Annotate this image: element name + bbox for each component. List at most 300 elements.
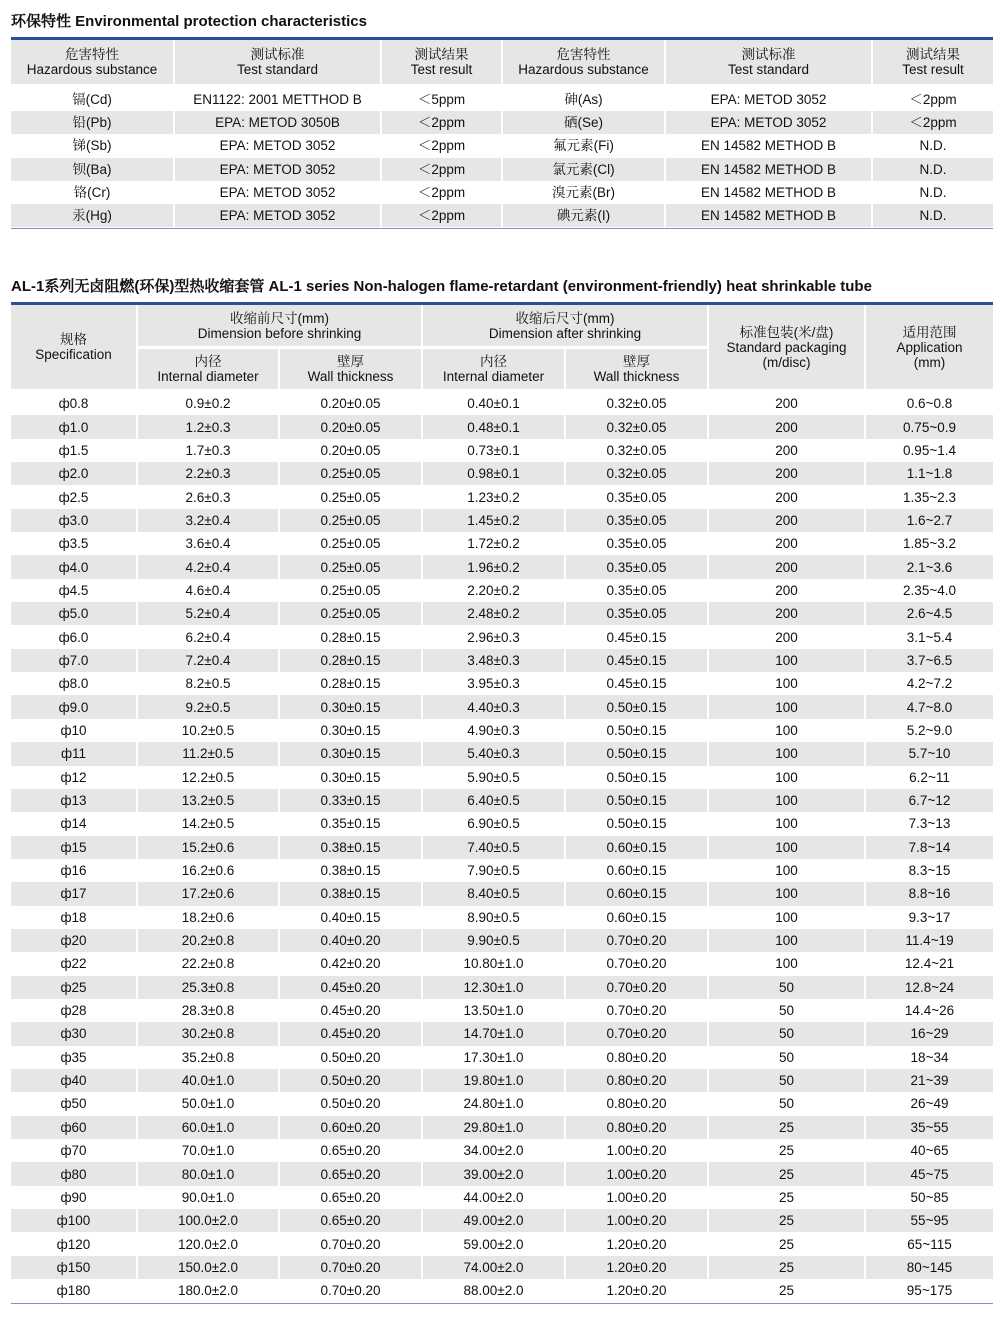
spec-cell: 49.00±2.0 xyxy=(422,1209,565,1232)
spec-cell: ф16 xyxy=(60,863,87,879)
spec-cell: 4.2~7.2 xyxy=(865,672,993,695)
spec-cell: 5.7~10 xyxy=(865,742,993,765)
spec-table xyxy=(11,305,993,1302)
spec-cell: 2.20±0.2 xyxy=(422,579,565,602)
spec-cell: 16.2±0.6 xyxy=(137,859,279,882)
spec-cell: 0.50±0.20 xyxy=(279,1046,422,1069)
spec-table-row xyxy=(11,625,993,648)
spec-cell: 4.40±0.3 xyxy=(422,695,565,718)
spec-cell: ф4.0 xyxy=(11,555,137,578)
spec-table-row xyxy=(11,906,993,929)
env-col-header: 测试结果 Test result xyxy=(872,40,993,86)
env-cell: ＜2ppm xyxy=(381,181,502,204)
spec-cell: 6.2±0.4 xyxy=(137,625,279,648)
spec-cell: ф100 xyxy=(11,1209,137,1232)
env-cell: EPA: METOD 3052 xyxy=(174,158,381,181)
spec-cell: 0.28±0.15 xyxy=(279,625,422,648)
spec-cell: 7.40±0.5 xyxy=(422,836,565,859)
spec-cell: 25 xyxy=(708,1256,865,1279)
env-cell: 钡(Ba) xyxy=(11,158,174,181)
spec-cell: 0.32±0.05 xyxy=(565,391,708,416)
env-col-header: 测试标准 Test standard xyxy=(174,40,381,86)
env-cell: 氯元素(Cl) xyxy=(502,158,665,181)
spec-cell: 0.70±0.20 xyxy=(565,929,708,952)
spec-cell: 0.70±0.20 xyxy=(279,1232,422,1255)
spec-cell: 60.0±1.0 xyxy=(137,1116,279,1139)
spec-cell: ф3.0 xyxy=(11,509,137,532)
spec-cell: 19.80±1.0 xyxy=(422,1069,565,1092)
spec-cell: 0.9±0.2 xyxy=(137,391,279,416)
spec-cell: ф120 xyxy=(56,1236,91,1252)
spec-cell: 0.25±0.05 xyxy=(279,555,422,578)
spec-table-row xyxy=(11,602,993,625)
spec-cell: ф70 xyxy=(60,1143,87,1159)
spec-table-row xyxy=(11,789,993,812)
spec-cell: 100 xyxy=(708,836,865,859)
spec-cell: 0.25±0.05 xyxy=(279,485,422,508)
spec-cell: 0.65±0.20 xyxy=(279,1139,422,1162)
spec-cell: 1.7±0.3 xyxy=(137,439,279,462)
spec-cell: 0.45±0.15 xyxy=(565,625,708,648)
spec-cell: 1.20±0.20 xyxy=(565,1232,708,1255)
spec-cell: 200 xyxy=(708,462,865,485)
env-header-row xyxy=(11,40,993,86)
spec-cell: 0.50±0.15 xyxy=(565,719,708,742)
spec-cell: ф5.0 xyxy=(11,602,137,625)
spec-cell: 29.80±1.0 xyxy=(422,1116,565,1139)
spec-cell: 1.20±0.20 xyxy=(565,1279,708,1302)
env-cell: N.D. xyxy=(872,181,993,204)
spec-table-row xyxy=(11,1139,993,1162)
env-cell: EPA: METOD 3052 xyxy=(665,86,872,111)
spec-col-packaging: 标准包装(米/盘) Standard packaging (m/disc) xyxy=(708,305,865,391)
spec-cell: ф180 xyxy=(56,1283,91,1299)
spec-cell: 8.40±0.5 xyxy=(422,882,565,905)
spec-cell: 0.20±0.05 xyxy=(279,439,422,462)
spec-cell: 7.90±0.5 xyxy=(422,859,565,882)
spec-cell: 17.2±0.6 xyxy=(137,882,279,905)
spec-col-after-inner: 内径 Internal diameter xyxy=(422,348,565,391)
spec-cell: 30.2±0.8 xyxy=(137,1022,279,1045)
spec-cell: 18.2±0.6 xyxy=(137,906,279,929)
env-cell: ＜5ppm xyxy=(381,86,502,111)
spec-cell: ф28 xyxy=(60,1003,87,1019)
spec-cell: ф4.5 xyxy=(58,582,89,598)
spec-cell: 80~145 xyxy=(865,1256,993,1279)
env-cell: ＜2ppm xyxy=(381,204,502,227)
spec-cell: ф11 xyxy=(11,742,137,765)
spec-cell: 35.2±0.8 xyxy=(137,1046,279,1069)
spec-cell: 15.2±0.6 xyxy=(137,836,279,859)
env-cell: EPA: METOD 3052 xyxy=(665,111,872,134)
spec-cell: 25 xyxy=(708,1116,865,1139)
env-cell: 砷(As) xyxy=(502,86,665,111)
spec-table-row xyxy=(11,882,993,905)
spec-table-row xyxy=(11,509,993,532)
spec-cell: 7.8~14 xyxy=(865,836,993,859)
spec-cell: 100.0±2.0 xyxy=(137,1209,279,1232)
spec-cell: 200 xyxy=(708,555,865,578)
spec-table-row xyxy=(11,672,993,695)
spec-cell: 0.60±0.15 xyxy=(565,906,708,929)
spec-cell: 21~39 xyxy=(865,1069,993,1092)
spec-cell: 0.50±0.15 xyxy=(565,789,708,812)
spec-cell: 16~29 xyxy=(865,1022,993,1045)
spec-cell: 25 xyxy=(708,1162,865,1185)
env-cell: 碘元素(I) xyxy=(502,204,665,227)
spec-cell: 0.73±0.1 xyxy=(422,439,565,462)
spec-cell: 200 xyxy=(708,532,865,555)
spec-cell: 4.6±0.4 xyxy=(137,579,279,602)
spec-cell: ф7.0 xyxy=(11,649,137,672)
spec-cell: 0.80±0.20 xyxy=(565,1046,708,1069)
spec-cell: 18~34 xyxy=(865,1046,993,1069)
spec-cell: 0.30±0.15 xyxy=(279,719,422,742)
spec-cell: 3.6±0.4 xyxy=(137,532,279,555)
spec-cell: 7.2±0.4 xyxy=(137,649,279,672)
spec-cell: 0.28±0.15 xyxy=(279,672,422,695)
spec-cell: 0.32±0.05 xyxy=(565,439,708,462)
spec-cell: 1.72±0.2 xyxy=(422,532,565,555)
spec-table-row xyxy=(11,719,993,742)
spec-cell: 9.2±0.5 xyxy=(137,695,279,718)
spec-cell: 0.25±0.05 xyxy=(279,462,422,485)
spec-cell: 0.70±0.20 xyxy=(565,1022,708,1045)
spec-cell: 100 xyxy=(708,742,865,765)
spec-cell: 1.45±0.2 xyxy=(422,509,565,532)
spec-cell: 1.00±0.20 xyxy=(565,1162,708,1185)
spec-cell: 0.80±0.20 xyxy=(565,1116,708,1139)
spec-cell: 11.2±0.5 xyxy=(137,742,279,765)
spec-col-after-wall: 壁厚 Wall thickness xyxy=(565,348,708,391)
spec-cell: 100 xyxy=(708,952,865,975)
env-bottom-rule xyxy=(11,228,993,229)
spec-table-row xyxy=(11,766,993,789)
spec-cell: 1.85~3.2 xyxy=(865,532,993,555)
spec-table-row xyxy=(11,485,993,508)
spec-cell: 0.45±0.15 xyxy=(565,672,708,695)
spec-header-row-1 xyxy=(11,305,993,348)
spec-cell: ф60 xyxy=(11,1116,137,1139)
spec-cell: ф1.5 xyxy=(58,442,89,458)
spec-cell: 0.33±0.15 xyxy=(279,789,422,812)
spec-cell: 0.35±0.15 xyxy=(279,812,422,835)
spec-cell: 100 xyxy=(708,789,865,812)
spec-cell: 100 xyxy=(708,859,865,882)
env-cell: N.D. xyxy=(872,134,993,157)
spec-cell: 150.0±2.0 xyxy=(137,1256,279,1279)
env-cell: ＜2ppm xyxy=(872,111,993,134)
spec-cell: 0.35±0.05 xyxy=(565,485,708,508)
spec-cell: 0.95~1.4 xyxy=(865,439,993,462)
spec-cell: 8.3~15 xyxy=(865,859,993,882)
spec-cell: 100 xyxy=(708,672,865,695)
spec-cell: 0.50±0.15 xyxy=(565,742,708,765)
spec-cell: 0.45±0.15 xyxy=(565,649,708,672)
spec-cell: 0.35±0.05 xyxy=(565,555,708,578)
spec-col-application: 适用范围 Application (mm) xyxy=(865,305,993,391)
env-table-row xyxy=(11,134,993,157)
spec-cell: 95~175 xyxy=(865,1279,993,1302)
spec-cell: 1.00±0.20 xyxy=(565,1209,708,1232)
spec-cell: 0.25±0.05 xyxy=(279,579,422,602)
env-col-header: 危害特性 Hazardous substance xyxy=(502,40,665,86)
spec-bottom-rule xyxy=(11,1303,993,1304)
spec-cell: 100 xyxy=(708,695,865,718)
env-table-row xyxy=(11,181,993,204)
spec-cell: ф13 xyxy=(11,789,137,812)
spec-cell: ф15 xyxy=(11,836,137,859)
spec-cell: 25 xyxy=(708,1209,865,1232)
spec-cell: 0.20±0.05 xyxy=(279,415,422,438)
spec-cell: 5.2±0.4 xyxy=(137,602,279,625)
spec-cell: 0.40±0.15 xyxy=(279,906,422,929)
env-cell: EPA: METOD 3052 xyxy=(174,134,381,157)
spec-cell: ф25 xyxy=(11,976,137,999)
spec-table-row xyxy=(11,695,993,718)
spec-cell: 0.35±0.05 xyxy=(565,532,708,555)
spec-cell: ф150 xyxy=(11,1256,137,1279)
spec-table-row xyxy=(11,1022,993,1045)
spec-cell: 6.40±0.5 xyxy=(422,789,565,812)
spec-cell: ф8.0 xyxy=(58,676,89,692)
env-cell: 汞(Hg) xyxy=(11,204,174,227)
spec-table-row xyxy=(11,812,993,835)
spec-cell: 5.2~9.0 xyxy=(865,719,993,742)
spec-cell: 40~65 xyxy=(865,1139,993,1162)
spec-cell: 50 xyxy=(708,999,865,1022)
spec-cell: 200 xyxy=(708,485,865,508)
env-cell: EN1122: 2001 METTHOD B xyxy=(174,86,381,111)
spec-cell: ф2.5 xyxy=(58,489,89,505)
env-table-row xyxy=(11,86,993,111)
spec-cell: 120.0±2.0 xyxy=(137,1232,279,1255)
env-col-header: 危害特性 Hazardous substance xyxy=(11,40,174,86)
env-section-title: 环保特性 Environmental protection characteristics xyxy=(11,13,367,30)
spec-cell: 44.00±2.0 xyxy=(422,1186,565,1209)
spec-cell: 0.70±0.20 xyxy=(565,976,708,999)
spec-cell: 5.40±0.3 xyxy=(422,742,565,765)
spec-cell: 2.2±0.3 xyxy=(137,462,279,485)
spec-cell: 100 xyxy=(708,906,865,929)
spec-cell: 24.80±1.0 xyxy=(422,1092,565,1115)
spec-cell: ф10 xyxy=(60,722,87,738)
spec-cell: 0.35±0.05 xyxy=(565,602,708,625)
spec-table-row xyxy=(11,555,993,578)
spec-cell: 25 xyxy=(708,1186,865,1209)
spec-cell: 0.50±0.20 xyxy=(279,1069,422,1092)
spec-cell: 1.6~2.7 xyxy=(865,509,993,532)
spec-cell: 4.2±0.4 xyxy=(137,555,279,578)
spec-cell: 2.1~3.6 xyxy=(865,555,993,578)
spec-cell: ф30 xyxy=(11,1022,137,1045)
spec-cell: 26~49 xyxy=(865,1092,993,1115)
spec-cell: 55~95 xyxy=(865,1209,993,1232)
spec-cell: 70.0±1.0 xyxy=(137,1139,279,1162)
spec-cell: 0.6~0.8 xyxy=(865,391,993,416)
spec-cell: 6.7~12 xyxy=(865,789,993,812)
spec-cell: 12.30±1.0 xyxy=(422,976,565,999)
spec-cell: 12.2±0.5 xyxy=(137,766,279,789)
spec-col-before-inner: 内径 Internal diameter xyxy=(137,348,279,391)
spec-cell: 0.30±0.15 xyxy=(279,695,422,718)
spec-cell: 25 xyxy=(708,1139,865,1162)
spec-cell: 0.60±0.20 xyxy=(279,1116,422,1139)
spec-cell: 50 xyxy=(708,1069,865,1092)
env-cell: ＜2ppm xyxy=(381,134,502,157)
spec-table-row xyxy=(11,1162,993,1185)
spec-cell: 100 xyxy=(708,649,865,672)
spec-table-row xyxy=(11,532,993,555)
spec-cell: 0.25±0.05 xyxy=(279,509,422,532)
spec-cell: 25.3±0.8 xyxy=(137,976,279,999)
spec-col-before-shrinking: 收缩前尺寸(mm) Dimension before shrinking xyxy=(137,305,422,348)
env-cell: N.D. xyxy=(872,158,993,181)
spec-col-after-shrinking: 收缩后尺寸(mm) Dimension after shrinking xyxy=(422,305,708,348)
spec-table-row xyxy=(11,1186,993,1209)
spec-cell: 0.70±0.20 xyxy=(565,952,708,975)
spec-cell: 80.0±1.0 xyxy=(137,1162,279,1185)
spec-cell: 1.20±0.20 xyxy=(565,1256,708,1279)
spec-table-row xyxy=(11,1092,993,1115)
spec-cell: 88.00±2.0 xyxy=(422,1279,565,1302)
env-cell: EPA: METOD 3052 xyxy=(174,181,381,204)
spec-cell: 0.50±0.20 xyxy=(279,1092,422,1115)
spec-cell: 200 xyxy=(708,509,865,532)
spec-table-row xyxy=(11,742,993,765)
spec-cell: 0.42±0.20 xyxy=(279,952,422,975)
spec-cell: 35~55 xyxy=(865,1116,993,1139)
spec-cell: ф40 xyxy=(11,1069,137,1092)
env-table-row xyxy=(11,204,993,227)
spec-table-row xyxy=(11,1116,993,1139)
spec-table-row xyxy=(11,999,993,1022)
env-cell: 溴元素(Br) xyxy=(502,181,665,204)
spec-cell: 3.7~6.5 xyxy=(865,649,993,672)
spec-cell: 8.90±0.5 xyxy=(422,906,565,929)
spec-cell: 0.40±0.20 xyxy=(279,929,422,952)
spec-cell: 1.23±0.2 xyxy=(422,485,565,508)
env-cell: N.D. xyxy=(872,204,993,227)
spec-cell: 0.38±0.15 xyxy=(279,882,422,905)
spec-cell: 2.35~4.0 xyxy=(865,579,993,602)
spec-cell: 2.48±0.2 xyxy=(422,602,565,625)
spec-table-row xyxy=(11,391,993,416)
spec-cell: 1.00±0.20 xyxy=(565,1186,708,1209)
spec-cell: 45~75 xyxy=(865,1162,993,1185)
spec-cell: 0.60±0.15 xyxy=(565,859,708,882)
spec-cell: 59.00±2.0 xyxy=(422,1232,565,1255)
spec-cell: ф17 xyxy=(11,882,137,905)
spec-cell: 22.2±0.8 xyxy=(137,952,279,975)
spec-cell: 0.28±0.15 xyxy=(279,649,422,672)
spec-cell: 17.30±1.0 xyxy=(422,1046,565,1069)
spec-cell: 0.60±0.15 xyxy=(565,882,708,905)
spec-table-row xyxy=(11,1209,993,1232)
spec-cell: 14.4~26 xyxy=(865,999,993,1022)
spec-cell: 3.48±0.3 xyxy=(422,649,565,672)
spec-cell: 0.60±0.15 xyxy=(565,836,708,859)
spec-cell: ф1.0 xyxy=(11,415,137,438)
spec-table-row xyxy=(11,1069,993,1092)
spec-cell: 0.30±0.15 xyxy=(279,742,422,765)
spec-cell: 0.38±0.15 xyxy=(279,859,422,882)
spec-cell: 5.90±0.5 xyxy=(422,766,565,789)
spec-cell: 0.25±0.05 xyxy=(279,602,422,625)
spec-cell: 40.0±1.0 xyxy=(137,1069,279,1092)
spec-table-row xyxy=(11,952,993,975)
env-table-row xyxy=(11,158,993,181)
spec-cell: ф9.0 xyxy=(11,695,137,718)
spec-cell: 100 xyxy=(708,766,865,789)
spec-cell: 0.70±0.20 xyxy=(279,1279,422,1302)
spec-cell: 3.1~5.4 xyxy=(865,625,993,648)
spec-cell: 0.32±0.05 xyxy=(565,462,708,485)
spec-section-title: AL-1系列无卤阻燃(环保)型热收缩套管 AL-1 series Non-halogen flame-retardant (environment-friendly) heat shrinkable tube xyxy=(11,278,872,295)
spec-cell: 200 xyxy=(708,579,865,602)
spec-cell: 2.6~4.5 xyxy=(865,602,993,625)
spec-cell: ф3.5 xyxy=(58,536,89,552)
spec-cell: 20.2±0.8 xyxy=(137,929,279,952)
spec-table-row xyxy=(11,929,993,952)
spec-cell: 0.20±0.05 xyxy=(279,391,422,416)
spec-cell: 200 xyxy=(708,625,865,648)
spec-cell: 0.32±0.05 xyxy=(565,415,708,438)
spec-cell: 4.7~8.0 xyxy=(865,695,993,718)
spec-cell: ф0.8 xyxy=(58,396,89,412)
env-col-header: 测试标准 Test standard xyxy=(665,40,872,86)
spec-cell: ф14 xyxy=(60,816,87,832)
spec-cell: 0.80±0.20 xyxy=(565,1069,708,1092)
spec-cell: 14.2±0.5 xyxy=(137,812,279,835)
spec-cell: 0.30±0.15 xyxy=(279,766,422,789)
spec-cell: 0.40±0.1 xyxy=(422,391,565,416)
spec-cell: ф2.0 xyxy=(11,462,137,485)
env-cell: ＜2ppm xyxy=(872,86,993,111)
spec-table-row xyxy=(11,415,993,438)
spec-cell: ф90 xyxy=(60,1189,87,1205)
spec-table-row xyxy=(11,1256,993,1279)
spec-cell: 12.8~24 xyxy=(865,976,993,999)
spec-cell: ф20 xyxy=(11,929,137,952)
env-cell: EN 14582 METHOD B xyxy=(665,181,872,204)
spec-cell: ф50 xyxy=(60,1096,87,1112)
env-cell: EN 14582 METHOD B xyxy=(665,204,872,227)
spec-cell: 200 xyxy=(708,439,865,462)
spec-cell: 0.50±0.15 xyxy=(565,766,708,789)
spec-table-row xyxy=(11,976,993,999)
spec-cell: 0.70±0.20 xyxy=(279,1256,422,1279)
env-cell: 镉(Cd) xyxy=(72,92,112,108)
spec-table-row xyxy=(11,836,993,859)
spec-cell: 0.70±0.20 xyxy=(565,999,708,1022)
spec-cell: 34.00±2.0 xyxy=(422,1139,565,1162)
spec-cell: 0.98±0.1 xyxy=(422,462,565,485)
spec-cell: 50 xyxy=(708,1022,865,1045)
env-cell: EPA: METOD 3050B xyxy=(174,111,381,134)
spec-cell: 9.3~17 xyxy=(865,906,993,929)
spec-table-row xyxy=(11,1279,993,1302)
spec-cell: 28.3±0.8 xyxy=(137,999,279,1022)
spec-col-specification: 规格 Specification xyxy=(11,305,137,391)
env-table xyxy=(11,40,993,227)
spec-cell: 50~85 xyxy=(865,1186,993,1209)
spec-cell: 50 xyxy=(708,1092,865,1115)
spec-cell: 65~115 xyxy=(865,1232,993,1255)
env-cell: 铬(Cr) xyxy=(73,184,111,200)
env-table-row xyxy=(11,111,993,134)
spec-cell: 6.2~11 xyxy=(865,766,993,789)
